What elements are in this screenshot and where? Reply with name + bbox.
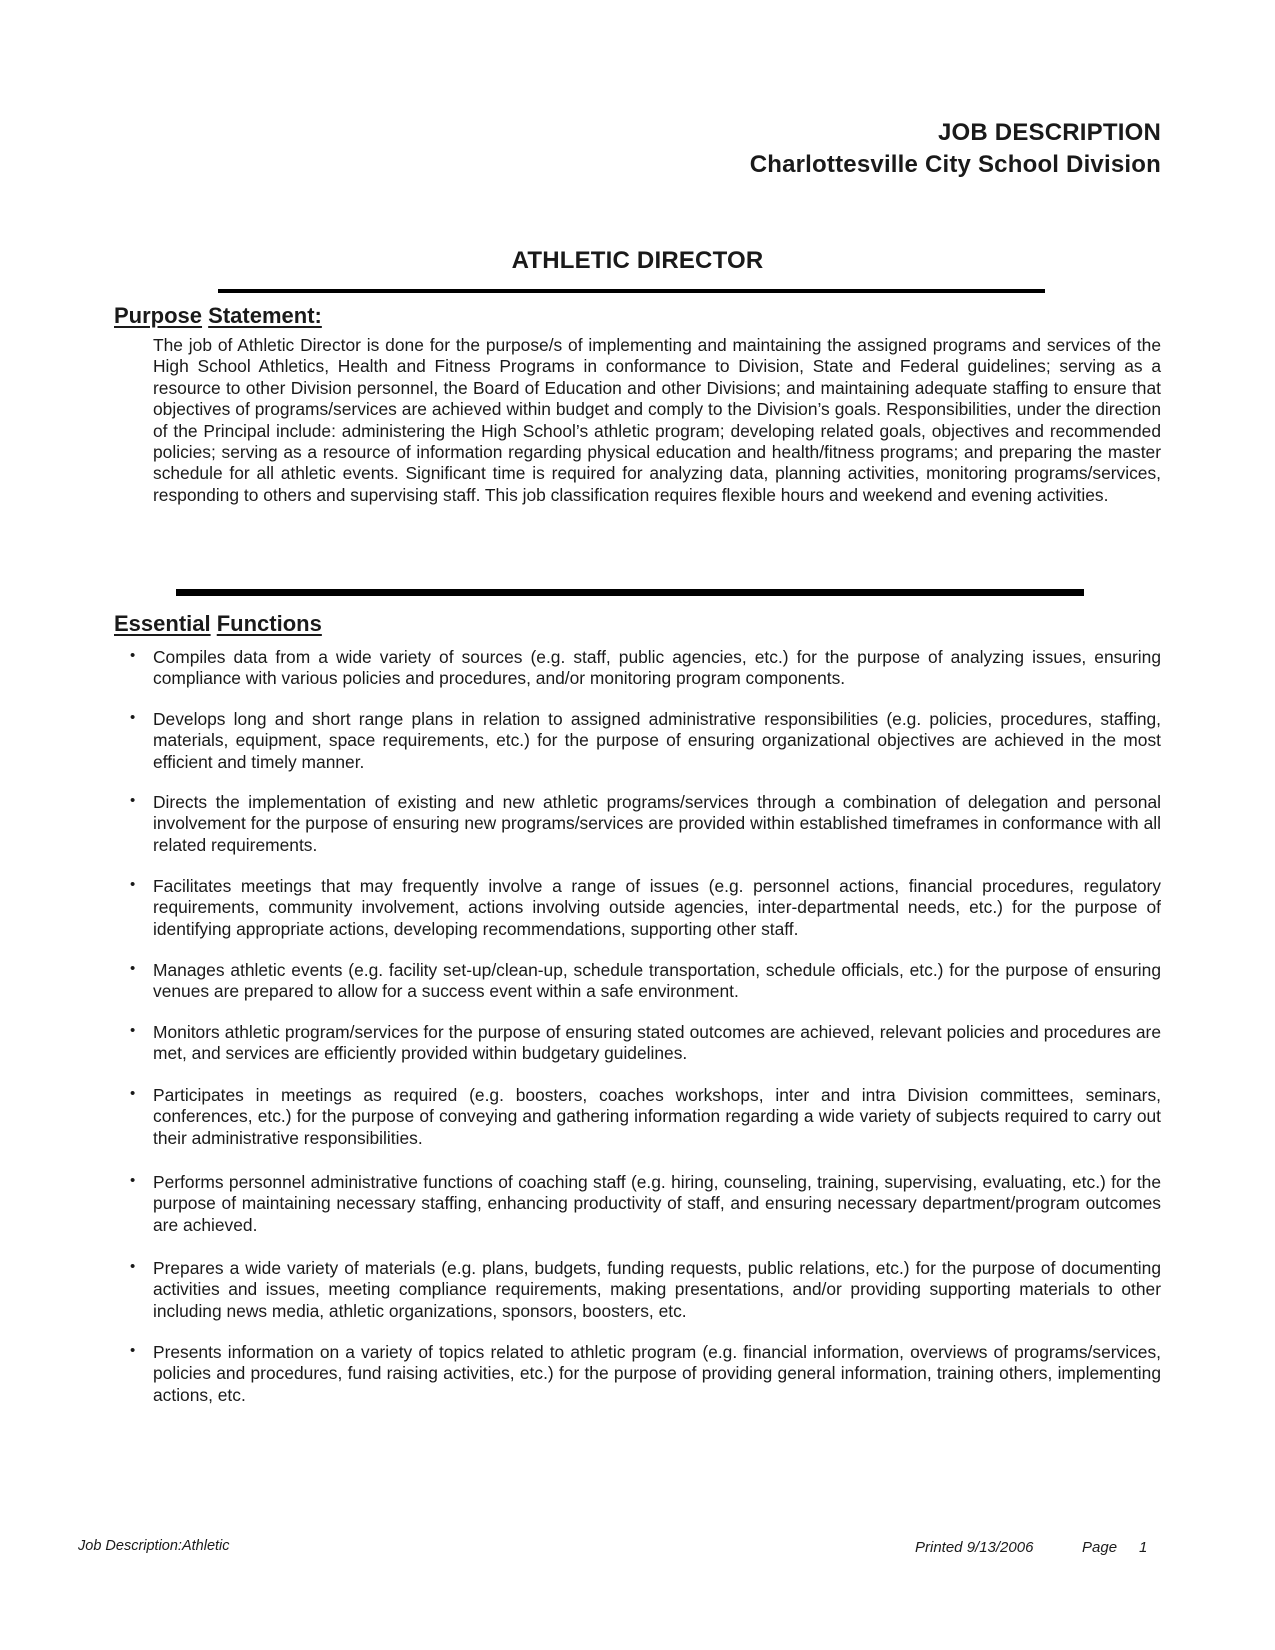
bullet-icon: • — [130, 647, 136, 664]
purpose-statement-text: The job of Athletic Director is done for the purpose/s of implementing and maintaining the assigned programs and services of the High School Athletics, Health and Fitness Programs in conformance to Division, State and Federal guidelines; serving as a resource to other Division personnel, the Board of Education and other Divisions; and maintaining adequate staffing to ensure that objectives of programs/services are achieved within budget and comply to the Division’s goals. Responsibilities, under the direction of the Principal include: administering the High School’s athletic program; developing related goals, objectives and recommended policies; serving as a resource of information regarding physical education and health/fitness programs; and preparing the master schedule for all athletic events. Significant time is required for analyzing data, planning activities, monitoring programs/services, responding to others and supervising staff. This job classification requires flexible hours and weekend and evening activities. — [153, 335, 1161, 505]
bullet-icon: • — [130, 876, 136, 893]
function-item — [130, 1342, 1161, 1406]
heading-word: Purpose — [114, 303, 203, 328]
bullet-icon: • — [130, 792, 136, 809]
footer-document-name: Job Description:Athletic — [78, 1538, 230, 1554]
function-item — [130, 1022, 1161, 1065]
function-item — [130, 876, 1161, 940]
function-item — [130, 1172, 1161, 1236]
job-title: ATHLETIC DIRECTOR — [511, 247, 764, 274]
divider-line — [218, 289, 1045, 293]
function-item — [130, 709, 1161, 773]
document-header — [750, 117, 1161, 181]
footer-page-label: Page — [1082, 1539, 1118, 1556]
essential-functions-heading — [114, 611, 322, 637]
function-text: Compiles data from a wide variety of sources (e.g. staff, public agencies, etc.) for the purpose of analyzing issues, ensuring compliance with various policies and procedures, and/or monitoring program components. — [153, 647, 1161, 689]
function-text: Performs personnel administrative functions of coaching staff (e.g. hiring, counseling, training, supervising, evaluating, etc.) for the purpose of maintaining necessary staffing, enhancing productivity of staff, and ensuring necessary department/program outcomes are achieved. — [153, 1172, 1161, 1235]
function-text: Prepares a wide variety of materials (e.g. plans, budgets, funding requests, public relations, etc.) for the purpose of documenting activities and issues, meeting compliance requirements, making presentations, and/or providing supporting materials to other including news media, athletic organizations, sponsors, boosters, etc. — [153, 1258, 1161, 1321]
function-item — [130, 792, 1161, 856]
header-job-description: JOB DESCRIPTION — [937, 119, 1161, 146]
function-text: Facilitates meetings that may frequently involve a range of issues (e.g. personnel actions, financial procedures, regulatory requirements, community involvement, actions involving outside agencies, inter-departmental needs, etc.) for the purpose of identifying appropriate actions, developing recommendations, supporting other staff. — [153, 876, 1161, 939]
footer-printed-date: Printed 9/13/2006 — [915, 1539, 1034, 1556]
function-text: Develops long and short range plans in relation to assigned administrative responsibilities (e.g. policies, procedures, staffing, materials, equipment, space requirements, etc.) for the purpose of ensuring organizational objectives are achieved in the most efficient and timely manner. — [153, 709, 1161, 772]
header-school-division: Charlottesville City School Division — [749, 151, 1161, 178]
function-text: Presents information on a variety of topics related to athletic program (e.g. financial information, overviews of programs/services, policies and procedures, fund raising activities, etc.) for the purpose of providing general information, training others, implementing actions, etc. — [153, 1342, 1161, 1405]
bullet-icon: • — [130, 1342, 136, 1359]
bullet-icon: • — [130, 709, 136, 726]
bullet-icon: • — [130, 960, 136, 977]
function-text: Directs the implementation of existing and new athletic programs/services through a combination of delegation and personal involvement for the purpose of ensuring new programs/services are provided within established timeframes in conformance with all related requirements. — [153, 792, 1161, 855]
footer-page-number: 1 — [1139, 1539, 1148, 1556]
function-item — [130, 960, 1161, 1003]
function-item — [130, 647, 1161, 690]
bullet-icon: • — [130, 1258, 136, 1275]
bullet-icon: • — [130, 1085, 136, 1102]
heading-word: Essential — [114, 611, 211, 636]
divider-line — [176, 589, 1084, 596]
heading-word: Functions — [216, 611, 322, 636]
bullet-icon: • — [130, 1172, 136, 1189]
heading-word: Statement: — [208, 303, 322, 328]
function-item — [130, 1258, 1161, 1322]
purpose-statement-heading — [114, 303, 322, 329]
function-text: Monitors athletic program/services for the purpose of ensuring stated outcomes are achieved, relevant policies and procedures are met, and services are efficiently provided within budgetary guidelines. — [153, 1022, 1161, 1064]
function-text: Participates in meetings as required (e.g. boosters, coaches workshops, inter and intra Division committees, seminars, conferences, etc.) for the purpose of conveying and gathering information regarding a wide variety of subjects required to carry out their administrative responsibilities. — [153, 1085, 1161, 1148]
function-text: Manages athletic events (e.g. facility set-up/clean-up, schedule transportation, schedule officials, etc.) for the purpose of ensuring venues are prepared to allow for a success event within a safe environment. — [153, 960, 1161, 1002]
function-item — [130, 1085, 1161, 1149]
bullet-icon: • — [130, 1022, 136, 1039]
